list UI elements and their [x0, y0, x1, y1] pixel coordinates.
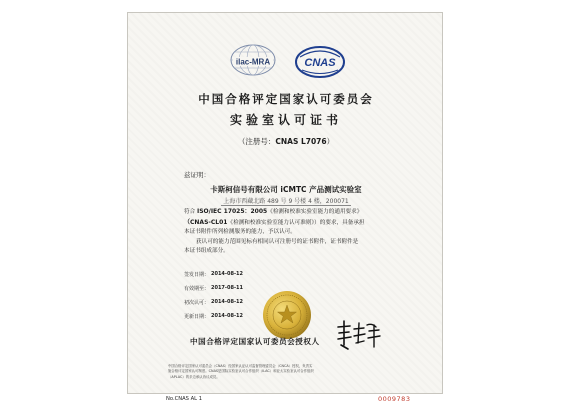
date-label: 有效期至：	[184, 286, 210, 292]
standard-cnas: （CNAS-CL01	[184, 218, 228, 226]
date-label: 签发日期：	[184, 272, 210, 278]
registration-number	[128, 136, 444, 147]
certificate	[127, 12, 443, 403]
logo-row	[128, 43, 444, 83]
body-line-3: 本证书附件所列检测服务的能力，予以认可。	[184, 229, 296, 236]
standard-cnas-title: 《检测和校准实验室能力认可准则》）的要求，具备承担	[227, 219, 365, 226]
hereby-certify: 兹证明：	[184, 171, 210, 179]
date-row	[184, 271, 324, 285]
certificate-form-number: No.CNAS AL 1	[166, 396, 202, 402]
body-line-4: 获认可的能力范围见标有相同认可注册号的证书附件，证书附件是	[196, 238, 359, 245]
authorized-signatory: 中国合格评定国家认可委员会授权人	[190, 337, 320, 346]
date-label: 初次认可：	[184, 300, 210, 306]
svg-text:CNAS: CNAS	[304, 57, 336, 69]
laboratory-address	[128, 196, 444, 205]
date-value: 2014-08-12	[211, 271, 243, 277]
date-value: 2014-08-12	[211, 313, 243, 319]
issuer-title: 中国合格评定国家认可委员会	[198, 92, 374, 106]
ilac-mra-logo	[228, 43, 278, 81]
registration-suffix: ）	[326, 137, 335, 146]
address-text: 上海市西藏北路 489 号 9 号楼 4 楼，200071	[223, 198, 349, 205]
serial-number: 0009783	[378, 395, 411, 403]
signature	[334, 319, 382, 351]
svg-text:ilac-MRA: ilac-MRA	[235, 57, 271, 67]
standard-iso: ISO/IEC 17025：2005	[196, 208, 268, 215]
gold-seal	[262, 290, 312, 340]
certificate-title: 实验室认可证书	[229, 113, 342, 127]
footer-line: （APLAC）的多边承认协议成员。	[168, 374, 220, 379]
footer-line: 中国合格评定国家认可委员会（CNAS）经国家认证认可监督管理委员会（CNCA）授权，负责实	[168, 364, 313, 368]
date-value: 2014-08-12	[211, 299, 243, 305]
body-line-2	[184, 218, 394, 229]
registration-prefix: （注册号：	[237, 137, 276, 146]
body-line-5: 本证书组成部分。	[184, 248, 229, 255]
date-value: 2017-08-11	[211, 285, 243, 291]
standard-iso-title: 《检测和校准实验室能力的通用要求》	[267, 209, 363, 215]
registration-value: CNAS L7076	[275, 137, 327, 146]
footer-line: 施合格评定国家认可制度。CNAS是国际实验室认可合作组织（ILAC）和亚太实验室认可合作组织	[168, 369, 314, 374]
laboratory-name: 卡斯柯信号有限公司 iCMTC 产品测试实验室	[210, 185, 362, 194]
body-conform-text: 符合	[184, 209, 197, 215]
certificate-body	[184, 207, 394, 257]
footer-note	[168, 364, 404, 380]
date-label: 更新日期：	[184, 314, 210, 320]
body-line-1	[184, 207, 394, 218]
cnas-logo	[294, 45, 346, 79]
